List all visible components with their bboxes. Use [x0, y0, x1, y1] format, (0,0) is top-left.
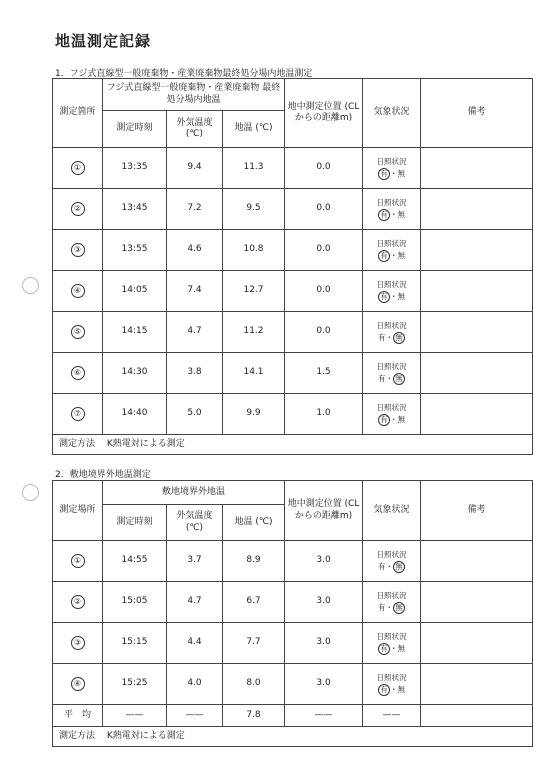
header-time: 測定時刻 [103, 505, 167, 541]
ground-temp-cell: 14.1 [223, 353, 285, 394]
point-number: ③ [71, 243, 85, 257]
weather-cell [363, 271, 421, 312]
sunshine-options: 有・ 無 [363, 602, 420, 614]
time-cell: 13:35 [103, 148, 167, 189]
point-number: ② [71, 202, 85, 216]
header-remarks: 備考 [421, 481, 533, 541]
air-temp-cell: 4.4 [167, 623, 223, 664]
point-cell [53, 664, 103, 705]
average-remarks [421, 705, 533, 727]
sunshine-option: 無 [397, 685, 406, 694]
point-cell [53, 353, 103, 394]
time-cell: 14:40 [103, 394, 167, 435]
weather-cell [363, 148, 421, 189]
ground-temp-cell: 8.0 [223, 664, 285, 705]
section2-heading: 2．敷地境界外地温測定 [55, 470, 151, 480]
air-temp-cell: 3.7 [167, 541, 223, 582]
point-number: ② [71, 595, 85, 609]
header-time: 測定時刻 [103, 111, 167, 148]
remarks-cell [421, 394, 533, 435]
table-row [53, 148, 533, 189]
air-temp-cell: 3.8 [167, 353, 223, 394]
sunshine-option: 無 [393, 561, 405, 573]
weather-cell [363, 230, 421, 271]
table-row [53, 230, 533, 271]
air-temp-cell: 9.4 [167, 148, 223, 189]
time-cell: 13:45 [103, 189, 167, 230]
remarks-cell [421, 312, 533, 353]
point-number: ⑦ [71, 407, 85, 421]
air-temp-cell: 4.7 [167, 312, 223, 353]
sunshine-option: 有 [378, 374, 386, 383]
ground-temp-cell: 11.3 [223, 148, 285, 189]
position-cell: 0.0 [285, 189, 363, 230]
sunshine-option: 有 [378, 603, 386, 612]
header-place: 測定箇所 [53, 79, 103, 148]
weather-cell [363, 312, 421, 353]
sunshine-option: 有 [378, 291, 390, 303]
sunshine-options: 有 ・無 [363, 414, 420, 426]
header-air: 外気温度 (℃) [167, 505, 223, 541]
sunshine-options: 有 ・無 [363, 291, 420, 303]
header-weather: 気象状況 [363, 79, 421, 148]
weather-cell [363, 353, 421, 394]
weather-cell [363, 664, 421, 705]
section1-method: 測定方法 K熱電対による測定 [53, 435, 533, 455]
weather-label: 日照状況 [376, 239, 407, 248]
header-position: 地中測定位置 (CLからの距離m) [285, 79, 363, 148]
sunshine-option: 有 [378, 168, 390, 180]
sunshine-option: 有 [378, 684, 390, 696]
point-number: ④ [71, 284, 85, 298]
sunshine-options: 有・ 無 [363, 561, 420, 573]
section1-table [52, 78, 533, 455]
remarks-cell [421, 353, 533, 394]
time-cell: 13:55 [103, 230, 167, 271]
weather-label: 日照状況 [376, 403, 407, 412]
sunshine-options: 有・ 無 [363, 373, 420, 385]
point-number: ⑤ [71, 325, 85, 339]
point-cell [53, 312, 103, 353]
table-row [53, 353, 533, 394]
weather-cell [363, 189, 421, 230]
remarks-cell [421, 189, 533, 230]
position-cell: 0.0 [285, 271, 363, 312]
point-cell [53, 623, 103, 664]
point-number: ⑥ [71, 366, 85, 380]
table-row [53, 271, 533, 312]
weather-cell [363, 623, 421, 664]
air-temp-cell: 7.4 [167, 271, 223, 312]
position-cell: 0.0 [285, 312, 363, 353]
average-weather: —— [363, 705, 421, 727]
weather-cell [363, 394, 421, 435]
remarks-cell [421, 271, 533, 312]
header-ground: 地温 (℃) [223, 505, 285, 541]
page-title: 地温測定記録 [55, 32, 152, 50]
table-row [53, 312, 533, 353]
position-cell: 0.0 [285, 230, 363, 271]
sunshine-option: 無 [397, 292, 405, 301]
sunshine-option: 無 [397, 644, 406, 653]
sunshine-options: 有 ・無 [363, 168, 420, 180]
header-position: 地中測定位置 (CLからの距離m) [285, 481, 363, 541]
sunshine-option: 無 [397, 415, 405, 424]
time-cell: 14:55 [103, 541, 167, 582]
air-temp-cell: 4.0 [167, 664, 223, 705]
remarks-cell [421, 230, 533, 271]
weather-label: 日照状況 [376, 673, 407, 682]
sunshine-options: 有 ・無 [363, 643, 420, 655]
weather-cell [363, 582, 421, 623]
ground-temp-cell: 6.7 [223, 582, 285, 623]
header-place: 測定場所 [53, 481, 103, 541]
point-cell [53, 394, 103, 435]
air-temp-cell: 7.2 [167, 189, 223, 230]
time-cell: 14:05 [103, 271, 167, 312]
weather-label: 日照状況 [376, 198, 407, 207]
average-position: —— [285, 705, 363, 727]
average-label: 平 均 [53, 705, 103, 727]
remarks-cell [421, 148, 533, 189]
air-temp-cell: 4.6 [167, 230, 223, 271]
sunshine-option: 有 [378, 562, 386, 571]
point-number: ① [71, 554, 85, 568]
section2-table [52, 480, 533, 747]
remarks-cell [421, 541, 533, 582]
average-time: —— [103, 705, 167, 727]
ground-temp-cell: 8.9 [223, 541, 285, 582]
header-group: 敷地境界外地温 [103, 481, 285, 505]
sunshine-options: 有 ・無 [363, 684, 420, 696]
remarks-cell [421, 582, 533, 623]
ground-temp-cell: 10.8 [223, 230, 285, 271]
time-cell: 15:05 [103, 582, 167, 623]
time-cell: 15:15 [103, 623, 167, 664]
point-cell [53, 148, 103, 189]
point-number: ③ [71, 636, 85, 650]
header-remarks: 備考 [421, 79, 533, 148]
time-cell: 15:25 [103, 664, 167, 705]
point-cell [53, 582, 103, 623]
punch-hole-bottom [22, 484, 39, 501]
weather-label: 日照状況 [376, 591, 407, 600]
ground-temp-cell: 9.5 [223, 189, 285, 230]
ground-temp-cell: 9.9 [223, 394, 285, 435]
table-row [53, 582, 533, 623]
table-row [53, 394, 533, 435]
sunshine-options: 有 ・無 [363, 209, 420, 221]
position-cell: 3.0 [285, 623, 363, 664]
average-air: —— [167, 705, 223, 727]
air-temp-cell: 5.0 [167, 394, 223, 435]
position-cell: 3.0 [285, 541, 363, 582]
weather-label: 日照状況 [376, 632, 407, 641]
table-row [53, 189, 533, 230]
table-row [53, 623, 533, 664]
point-number: ④ [71, 677, 85, 691]
sunshine-options: 有・ 無 [363, 332, 420, 344]
time-cell: 14:30 [103, 353, 167, 394]
weather-label: 日照状況 [376, 550, 407, 559]
remarks-cell [421, 664, 533, 705]
weather-label: 日照状況 [376, 157, 407, 166]
point-cell [53, 271, 103, 312]
position-cell: 0.0 [285, 148, 363, 189]
sunshine-option: 有 [378, 209, 390, 221]
header-group: フジ式直線型一般廃棄物・産業廃棄物 最終処分場内地温 [103, 79, 285, 111]
weather-label: 日照状況 [376, 321, 407, 330]
position-cell: 1.5 [285, 353, 363, 394]
point-cell [53, 230, 103, 271]
header-ground: 地温 (℃) [223, 111, 285, 148]
header-weather: 気象状況 [363, 481, 421, 541]
sunshine-option: 無 [397, 210, 405, 219]
weather-label: 日照状況 [376, 362, 407, 371]
weather-label: 日照状況 [376, 280, 407, 289]
sunshine-option: 有 [378, 333, 386, 342]
sunshine-option: 有 [378, 414, 390, 426]
punch-hole-top [22, 277, 39, 294]
sunshine-option: 有 [378, 643, 390, 655]
sunshine-option: 無 [393, 373, 405, 385]
header-air: 外気温度 (℃) [167, 111, 223, 148]
table-row [53, 541, 533, 582]
sunshine-option: 無 [393, 332, 405, 344]
air-temp-cell: 4.7 [167, 582, 223, 623]
sunshine-option: 無 [393, 602, 405, 614]
time-cell: 14:15 [103, 312, 167, 353]
sunshine-option: 無 [397, 251, 405, 260]
sunshine-option: 有 [378, 250, 390, 262]
remarks-cell [421, 623, 533, 664]
position-cell: 3.0 [285, 582, 363, 623]
section1-heading: 1．フジ式直線型一般廃棄物・産業廃棄物最終処分場内地温測定 [55, 69, 313, 79]
point-cell [53, 189, 103, 230]
weather-cell [363, 541, 421, 582]
ground-temp-cell: 11.2 [223, 312, 285, 353]
table-row [53, 664, 533, 705]
sunshine-option: 無 [397, 169, 405, 178]
position-cell: 3.0 [285, 664, 363, 705]
point-cell [53, 541, 103, 582]
sunshine-options: 有 ・無 [363, 250, 420, 262]
point-number: ① [71, 161, 85, 175]
section2-method: 測定方法 K熱電対による測定 [53, 727, 533, 747]
average-ground: 7.8 [223, 705, 285, 727]
position-cell: 1.0 [285, 394, 363, 435]
ground-temp-cell: 12.7 [223, 271, 285, 312]
ground-temp-cell: 7.7 [223, 623, 285, 664]
